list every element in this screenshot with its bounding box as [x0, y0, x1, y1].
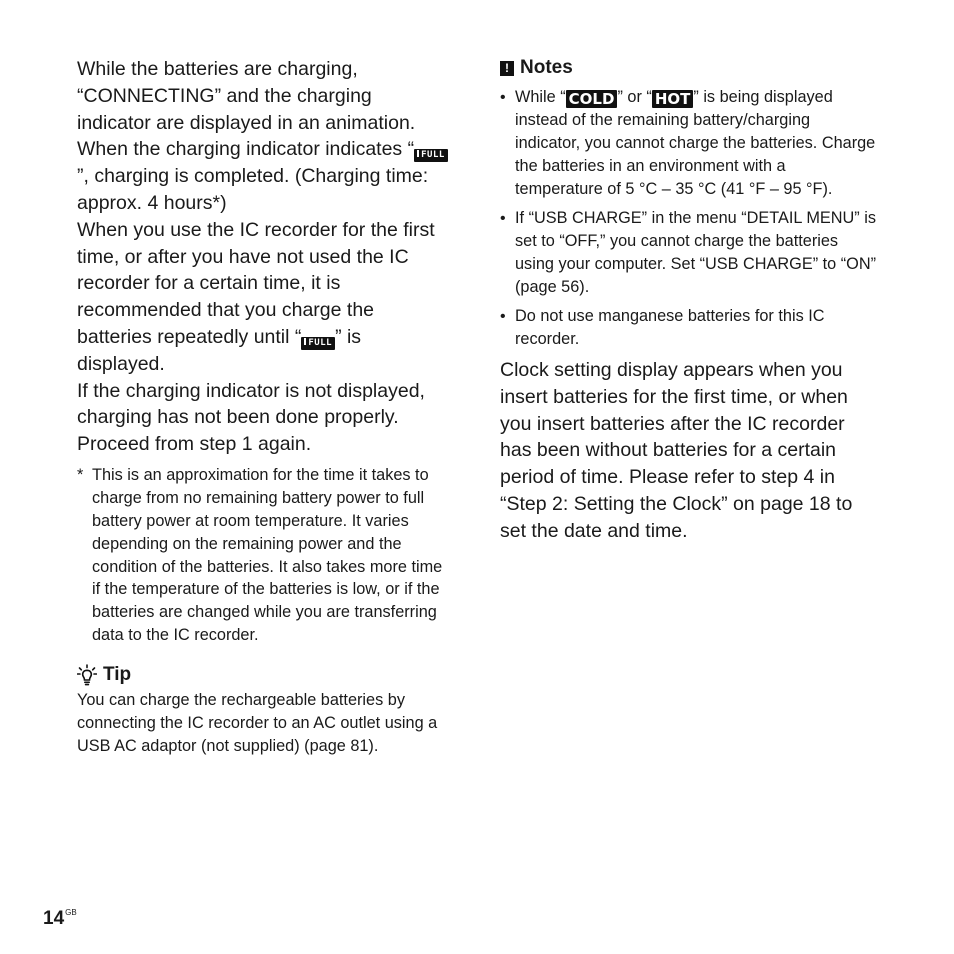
footnote-text: This is an approximation for the time it takes to charge from no remaining battery power to full battery power at room temperature. It varies depending on the remaining power and the condition of the batteries. It also takes more time if the temperature of the batteries is low, or if the batteries are changed while you are transferring data to the IC recorder. [92, 465, 443, 645]
note-text: While “ [515, 88, 566, 106]
clock-paragraph: Clock setting display appears when you insert batteries for the first time, or when you insert batteries after the IC recorder has been without batteries for a certain period of time. Please refer to step 4 in “Step 2: Setting the Clock” on page 18 to set the date and time. [500, 359, 853, 542]
indicator-paragraph: If the charging indicator is not displayed, charging has not been done properly. Proceed from step 1 again. [77, 379, 425, 456]
first-time-text-2: ” is displayed. [77, 325, 362, 375]
left-column [77, 56, 449, 758]
page-suffix: GB [65, 908, 77, 917]
notes-title: Notes [520, 57, 573, 78]
footnote-mark: * [77, 465, 84, 484]
tip-text: You can charge the rechargeable batteries by connecting the IC recorder to an AC outlet using a USB AC adaptor (not supplied) (page 81). [77, 691, 438, 756]
charging-text-2: ”, charging is completed. (Charging time: approx. 4 hours*) [77, 165, 429, 214]
tip-title: Tip [103, 664, 132, 686]
first-time-paragraph [77, 217, 449, 378]
lightbulb-icon [77, 664, 97, 686]
notes-list [500, 86, 876, 351]
first-time-text-1: When you use the IC recorder for the first time, or after you have not used the IC recorder for a certain time, it is recommended that you charge the batteries repeatedly until “ [77, 218, 435, 348]
list-item [500, 86, 876, 201]
battery-full-icon: FULL [301, 337, 335, 350]
bullet-mark: • [500, 308, 506, 325]
note-text: ” is being displayed instead of the remaining battery/charging indicator, you cannot charge the batteries. Charge the batteries in an environment with a temperature of 5 °C – 35 °C (41 °F – 95 °F). [515, 88, 876, 198]
page-number [43, 908, 77, 930]
note-text: ” or “ [617, 88, 652, 106]
tip-heading [77, 663, 449, 687]
notes-heading [500, 56, 876, 80]
note-text: If “USB CHARGE” in the menu “DETAIL MENU” is set to “OFF,” you cannot charge the batteries using your computer. Set “USB CHARGE” to “ON” (page 56). [515, 209, 877, 296]
notes-icon: ! [500, 61, 514, 76]
hot-indicator-icon: HOT [652, 90, 694, 108]
bullet-mark: • [500, 89, 506, 106]
battery-full-icon: FULL [414, 149, 448, 162]
footnote [77, 464, 449, 647]
cold-indicator-icon: COLD [566, 90, 618, 108]
right-column [500, 56, 876, 545]
charging-text-1: While the batteries are charging, “CONNECTING” and the charging indicator are displayed in an animation. When the charging indicator indicates “ [77, 58, 416, 161]
page-number-value: 14 [43, 908, 65, 929]
list-item [500, 305, 876, 351]
bullet-mark: • [500, 210, 506, 227]
list-item [500, 207, 876, 299]
charging-paragraph [77, 56, 449, 217]
note-text: Do not use manganese batteries for this IC recorder. [515, 307, 825, 348]
